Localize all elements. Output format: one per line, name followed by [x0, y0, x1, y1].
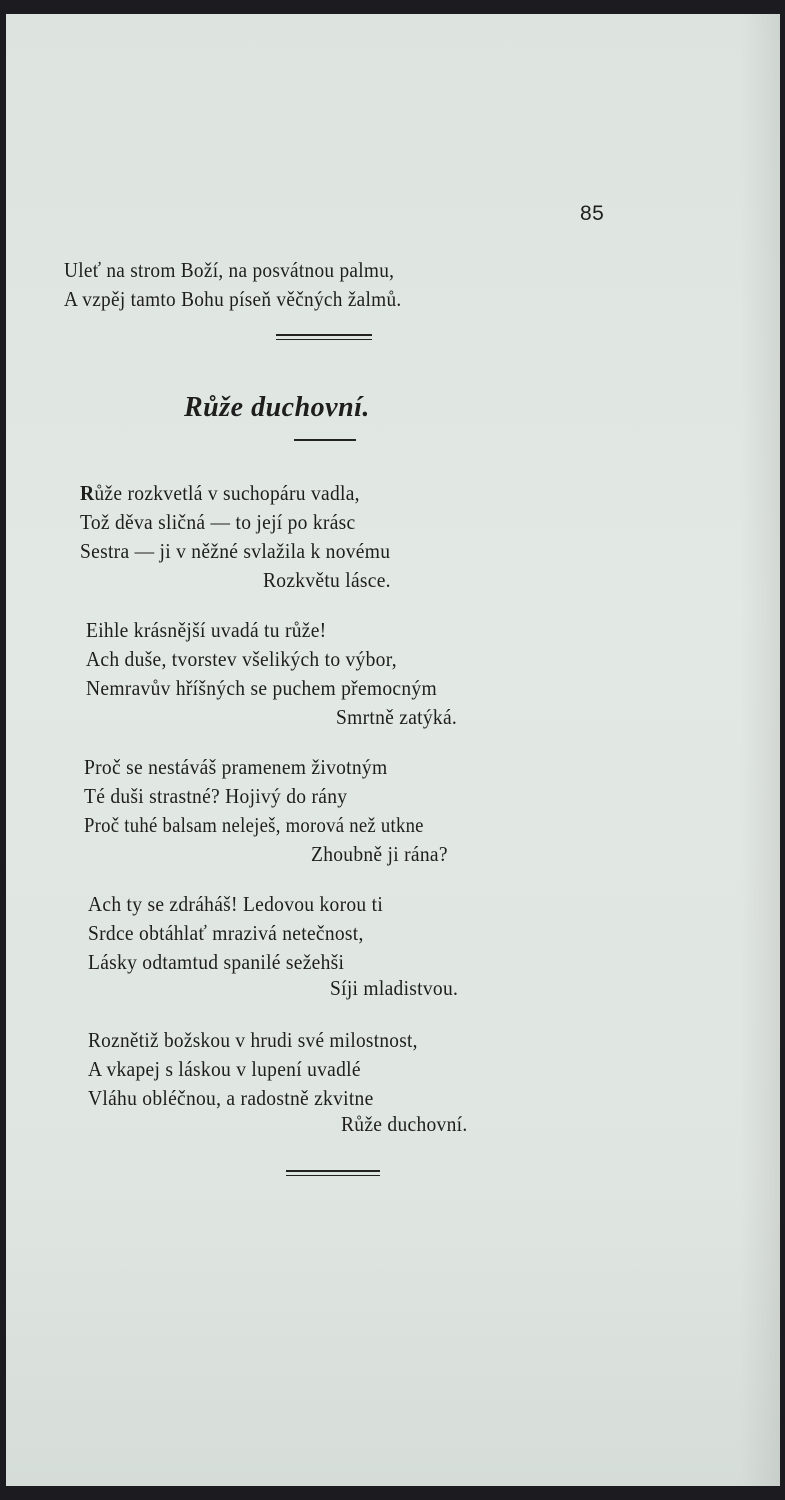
stanza-5-line-4: Růže duchovní.	[341, 1112, 468, 1136]
stanza-1-line-4: Rozkvětu lásce.	[263, 568, 391, 592]
drop-cap: R	[80, 481, 95, 505]
end-divider	[286, 1170, 380, 1176]
page-number: 85	[580, 202, 605, 225]
stanza-4-line-1: Ach ty se zdráháš! Ledovou korou ti	[88, 892, 384, 916]
stanza-4-line-4: Síji mladistvou.	[330, 976, 459, 1000]
stanza-2-line-2: Ach duše, tvorstev všelikých to výbor,	[86, 647, 397, 671]
stanza-5-line-1: Roznětiž božskou v hrudi své milostnost,	[88, 1028, 418, 1052]
intro-line-2: A vzpěj tamto Bohu píseň věčných žalmů.	[64, 287, 402, 311]
title-underline	[294, 439, 356, 441]
stanza-3-line-3: Proč tuhé balsam neleješ, morová než utkne	[84, 813, 424, 837]
stanza-1-line-1: Růže rozkvetlá v suchopáru vadla,	[80, 481, 360, 505]
stanza-4-line-3: Lásky odtamtud spanilé sežehši	[88, 950, 345, 974]
stanza-5-line-3: Vláhu obléčnou, a radostně zkvitne	[88, 1086, 374, 1110]
section-divider	[276, 334, 372, 340]
stanza-1-line-3: Sestra — ji v něžné svlažila k novému	[80, 539, 391, 563]
page-edge-shadow	[740, 14, 780, 1486]
stanza-2-line-3: Nemravův hříšných se puchem přemocným	[86, 676, 437, 700]
poem-title: Růže duchovní.	[184, 392, 370, 423]
stanza-2-line-1: Eihle krásnější uvadá tu růže!	[86, 618, 327, 642]
stanza-2-line-4: Smrtně zatýká.	[336, 705, 458, 729]
stanza-3-line-1: Proč se nestáváš pramenem životným	[84, 755, 388, 779]
book-page	[6, 14, 780, 1486]
stanza-3-line-2: Té duši strastné? Hojivý do rány	[84, 784, 348, 808]
stanza-5-line-2: A vkapej s láskou v lupení uvadlé	[88, 1057, 361, 1081]
intro-line-1: Uleť na strom Boží, na posvátnou palmu,	[64, 258, 395, 282]
stanza-1-line-2: Tož děva sličná — to její po krásc	[80, 510, 356, 534]
stanza-3-line-4: Zhoubně ji rána?	[311, 842, 448, 866]
stanza-4-line-2: Srdce obtáhlať mrazivá netečnost,	[88, 921, 364, 945]
